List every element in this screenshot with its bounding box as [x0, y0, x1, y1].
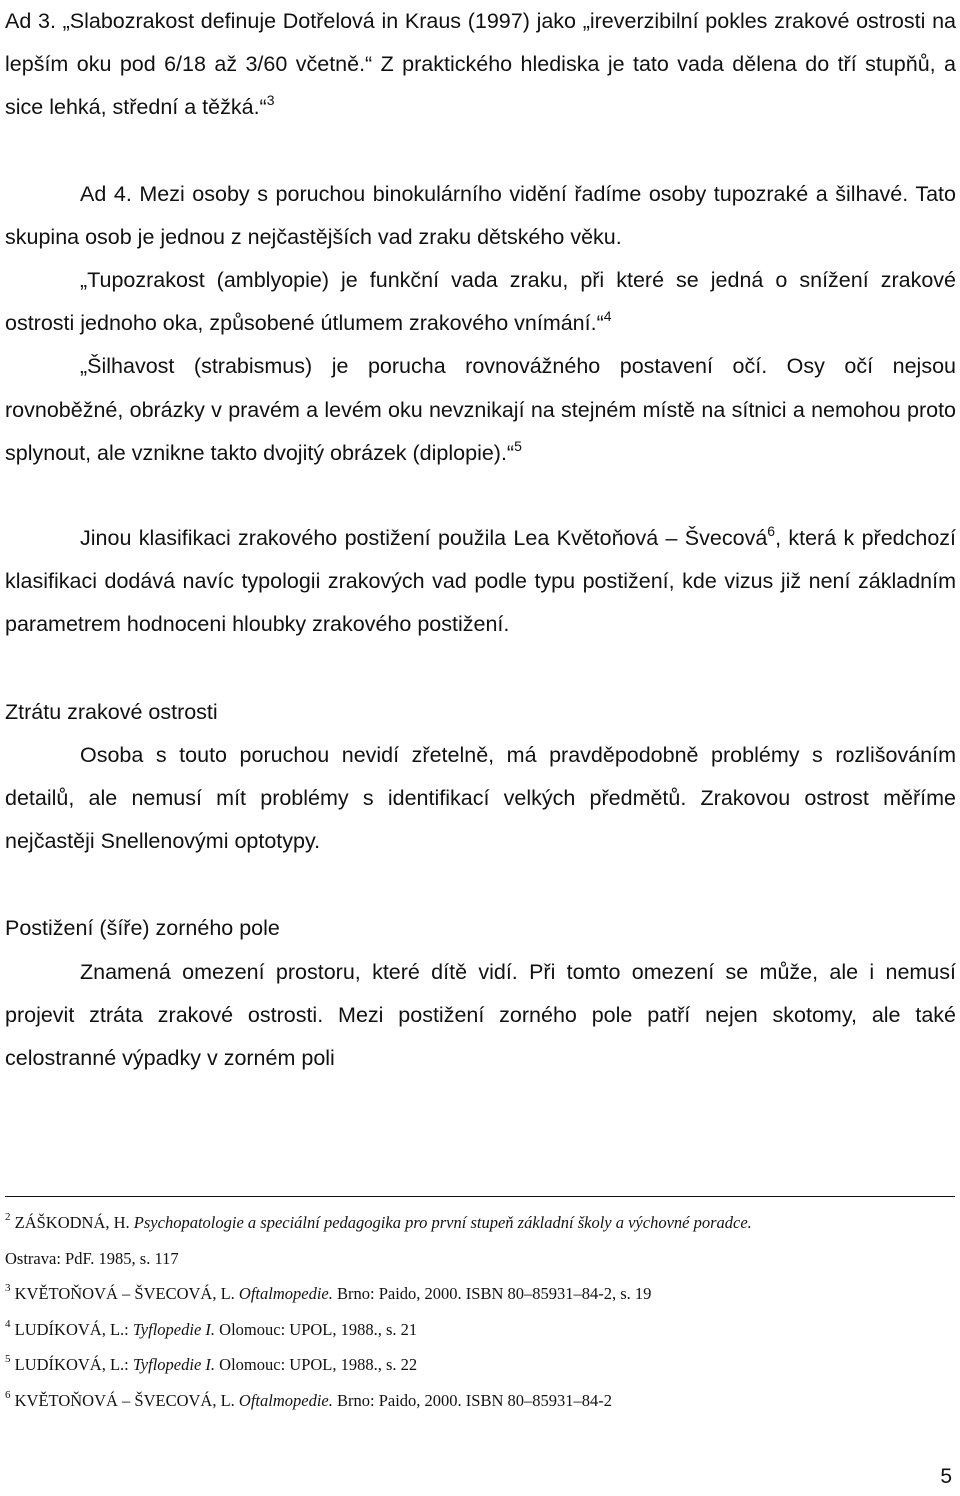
footnote-5: [5, 1347, 955, 1383]
footnote-number: 6: [5, 1388, 11, 1401]
paragraph-pole: Znamená omezení prostoru, které dítě vidí. Při tomto omezení se může, ale i nemusí projevit ztráta zrakové ostrosti. Mezi postižení zorného pole patří nejen skotomy, ale také celostranné výpadky v zorném poli: [5, 959, 956, 1071]
footnote-number: 3: [5, 1282, 11, 1295]
paragraph-strabismus: [5, 345, 956, 475]
page-number: 5: [940, 1465, 952, 1488]
paragraph-ostrost: Osoba s touto poruchou nevidí zřetelně, má pravděpodobně problémy s rozlišováním detailů, ale nemusí mít problémy s identifikací velkých předmětů. Zrakovou ostrost měříme nejčastěji Snellenovými optotypy.: [5, 742, 956, 854]
paragraph-ad3: [5, 0, 956, 130]
main-text: [5, 0, 956, 1080]
footnote-title: Psychopatologie a speciální pedagogika pro první stupeň základní školy a výchovné poradce.: [133, 1213, 752, 1232]
footnote-number: 5: [5, 1353, 11, 1366]
footnote-ref-6: 6: [767, 523, 776, 540]
klasifikace-text-a: Jinou klasifikaci zrakového postižení použila Lea Květoňová – Švecová: [80, 526, 768, 551]
ad3-text: Ad 3. „Slabozrakost definuje Dotřelová in Kraus (1997) jako „ireverzibilní pokles zrakové ostrosti na lepším oku pod 6/18 až 3/60 včetně.“ Z praktického hlediska je tato vada dělena do tří stupňů, a sice lehká, střední a těžká.“: [5, 9, 956, 120]
footnote-4: [5, 1312, 955, 1348]
footnote-author: LUDÍKOVÁ, L.:: [14, 1319, 129, 1339]
footnote-publication: Ostrava: PdF. 1985, s. 117: [5, 1248, 179, 1268]
heading-pole: Postižení (šíře) zorného pole: [5, 916, 280, 941]
footnote-title: Oftalmopedie.: [238, 1390, 333, 1410]
footnote-author: ZÁŠKODNÁ, H.: [14, 1213, 130, 1232]
footnote-publication: Brno: Paido, 2000. ISBN 80–85931–84-2: [336, 1390, 612, 1410]
paragraph-amblyopie: [5, 259, 956, 345]
footnote-3: [5, 1276, 955, 1312]
footnote-author: KVĚTOŇOVÁ – ŠVECOVÁ, L.: [14, 1390, 235, 1410]
klasifikace-text-b: , která k předchozí klasifikaci dodává navíc typologii zrakových vad podle typu postižení, kde vizus již není základním parametrem hodnoceni hloubky zrakového postižení.: [5, 526, 956, 637]
footnote-publication: Olomouc: UPOL, 1988., s. 21: [219, 1319, 418, 1339]
paragraph-ad4: Ad 4. Mezi osoby s poruchou binokulárního vidění řadíme osoby tupozraké a šilhavé. Tato skupina osob je jednou z nejčastějších vad zraku dětského věku.: [5, 181, 956, 249]
footnote-publication: Olomouc: UPOL, 1988., s. 22: [219, 1355, 418, 1375]
footnote-ref-4: 4: [603, 308, 612, 325]
footnote-ref-5: 5: [514, 437, 522, 454]
footnote-ref-3: 3: [266, 92, 275, 109]
footnote-title: Tyflopedie I.: [132, 1319, 216, 1339]
amblyopie-text: „Tupozrakost (amblyopie) je funkční vada zraku, při které se jedná o snížení zrakové ostrosti jednoho oka, způsobené útlumem zrakového vnímání.“: [5, 268, 956, 336]
heading-ostrost: Ztrátu zrakové ostrosti: [5, 699, 218, 724]
footnote-title: Tyflopedie I.: [132, 1355, 216, 1375]
footnote-author: LUDÍKOVÁ, L.:: [14, 1355, 129, 1375]
footnote-publication: Brno: Paido, 2000. ISBN 80–85931–84-2, s. 19: [336, 1284, 652, 1304]
strabismus-text: „Šilhavost (strabismus) je porucha rovnovážného postavení očí. Osy očí nejsou rovnoběžné, obrázky v pravém a levém oku nevznikají na stejném místě na sítnici a nemohou proto splynout, ale vznikne takto dvojitý obrázek (diplopie).“: [5, 354, 956, 465]
footnote-number: 4: [5, 1317, 11, 1330]
footnote-rule: [5, 1196, 955, 1197]
footnote-title: Oftalmopedie.: [238, 1284, 333, 1304]
footnote-number: 2: [5, 1211, 11, 1223]
footnote-author: KVĚTOŇOVÁ – ŠVECOVÁ, L.: [14, 1284, 235, 1304]
footnote-2: [5, 1205, 955, 1276]
footnote-6: [5, 1383, 955, 1419]
paragraph-klasifikace: [5, 517, 956, 647]
footnotes: [5, 1196, 955, 1419]
